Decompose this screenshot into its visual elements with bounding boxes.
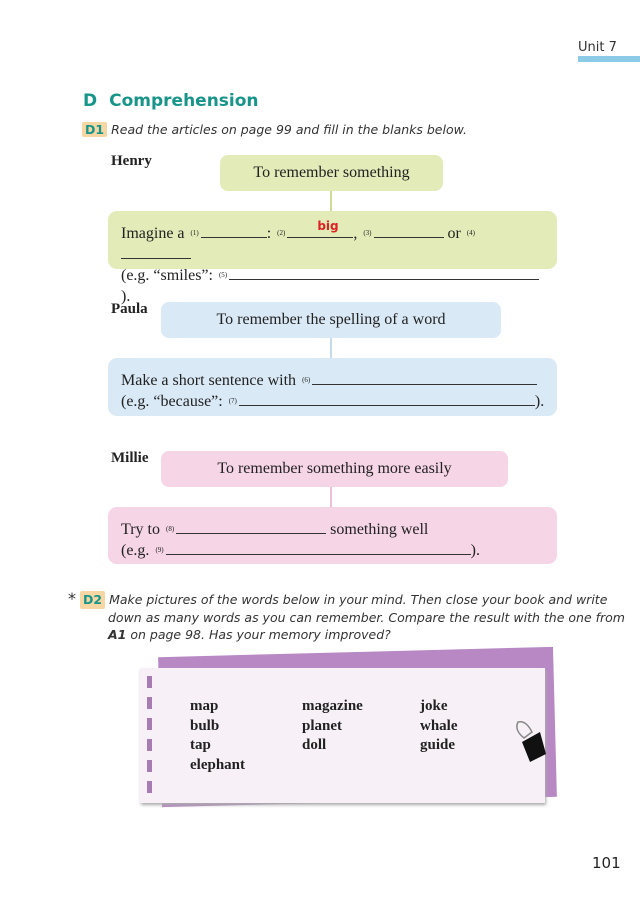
- word: planet: [302, 717, 343, 734]
- text: Imagine a: [121, 225, 185, 242]
- blank-7[interactable]: [239, 391, 535, 406]
- section-letter: D: [83, 91, 98, 111]
- blank-6[interactable]: [312, 370, 537, 385]
- blank-number: (4): [466, 229, 475, 237]
- text: (e.g.: [121, 542, 150, 559]
- blank-number: (3): [363, 229, 372, 237]
- section-title: Comprehension: [109, 91, 259, 111]
- blank-number: (2): [277, 229, 286, 237]
- connector: [330, 487, 332, 507]
- millie-answer-box: [108, 507, 557, 564]
- blank-number: (8): [165, 525, 175, 533]
- d2-badge: D2: [80, 591, 105, 609]
- text: something well: [330, 521, 429, 538]
- millie-title-box: To remember something more easily: [161, 451, 508, 487]
- text: on page 98. Has your memory improved?: [130, 627, 391, 642]
- text: Try to: [121, 521, 160, 538]
- paula-answer-box: [108, 358, 557, 416]
- blank-5[interactable]: [229, 265, 539, 280]
- word: tap: [190, 737, 211, 753]
- word: whale: [420, 717, 458, 734]
- notebook-ring: [147, 697, 152, 709]
- paula-name: Paula: [111, 301, 148, 317]
- word: guide: [420, 737, 456, 753]
- unit-label: Unit 7: [578, 40, 617, 55]
- page-number: 101: [592, 854, 621, 872]
- paula-title-box: To remember the spelling of a word: [161, 302, 501, 338]
- notebook-ring: [147, 739, 152, 751]
- henry-name: Henry: [111, 153, 152, 169]
- text: down as many words as you can remember. Compare the result with the one from: [108, 609, 625, 625]
- d1-text: Read the articles on page 99 and fill in the blanks below.: [111, 122, 468, 137]
- blank-number: (5): [218, 271, 228, 279]
- binder-clip-icon: [512, 718, 548, 766]
- word-column-1: [190, 697, 245, 775]
- word-column-2: [302, 697, 363, 756]
- text: (e.g. “because”:: [121, 393, 223, 410]
- answer-2: big: [317, 219, 339, 233]
- blank-8[interactable]: [176, 519, 326, 534]
- text: Make a short sentence with: [121, 372, 297, 389]
- star-icon: *: [68, 589, 76, 608]
- text: ).: [121, 288, 131, 305]
- word-column-3: [420, 697, 458, 756]
- notebook-ring: [147, 781, 152, 793]
- word: doll: [302, 737, 327, 753]
- henry-title-box: To remember something: [220, 155, 443, 191]
- blank-number: (9): [155, 546, 164, 554]
- text: ).: [470, 542, 480, 559]
- blank-9[interactable]: [166, 540, 471, 555]
- blank-2[interactable]: [287, 219, 353, 238]
- section-heading: [83, 91, 259, 111]
- connector: [330, 338, 332, 358]
- blank-number: (6): [302, 376, 311, 384]
- notebook-ring: [147, 718, 152, 730]
- blank-number: (7): [228, 397, 237, 405]
- word: magazine: [302, 698, 363, 714]
- text: (e.g. “smiles”:: [121, 267, 213, 284]
- blank-4[interactable]: [121, 244, 191, 259]
- unit-bar: [578, 56, 640, 62]
- notebook-ring: [147, 760, 152, 772]
- connector: [330, 191, 332, 211]
- word: bulb: [190, 717, 220, 734]
- d1-badge: D1: [82, 122, 107, 137]
- text: A1: [108, 627, 127, 642]
- henry-answer-box: Imagine a $^{(1)}$ : $^{(2)}$ big , $^{(3)}$ or $^{(4)}$ (e.g. “smiles”: $^{(5)}$).: [108, 211, 557, 269]
- notebook-ring: [147, 676, 152, 688]
- millie-name: Millie: [111, 450, 149, 466]
- text: ).: [534, 393, 545, 410]
- text: or: [447, 225, 461, 242]
- blank-3[interactable]: [374, 223, 444, 238]
- blank-1[interactable]: [201, 223, 267, 238]
- blank-number: (1): [190, 229, 199, 237]
- word: elephant: [190, 756, 246, 773]
- d1-instruction: [82, 122, 467, 137]
- d2-instruction: [68, 590, 625, 644]
- word: joke: [420, 698, 448, 714]
- text: Make pictures of the words below in your mind. Then close your book and write: [109, 592, 608, 607]
- word: map: [190, 698, 219, 714]
